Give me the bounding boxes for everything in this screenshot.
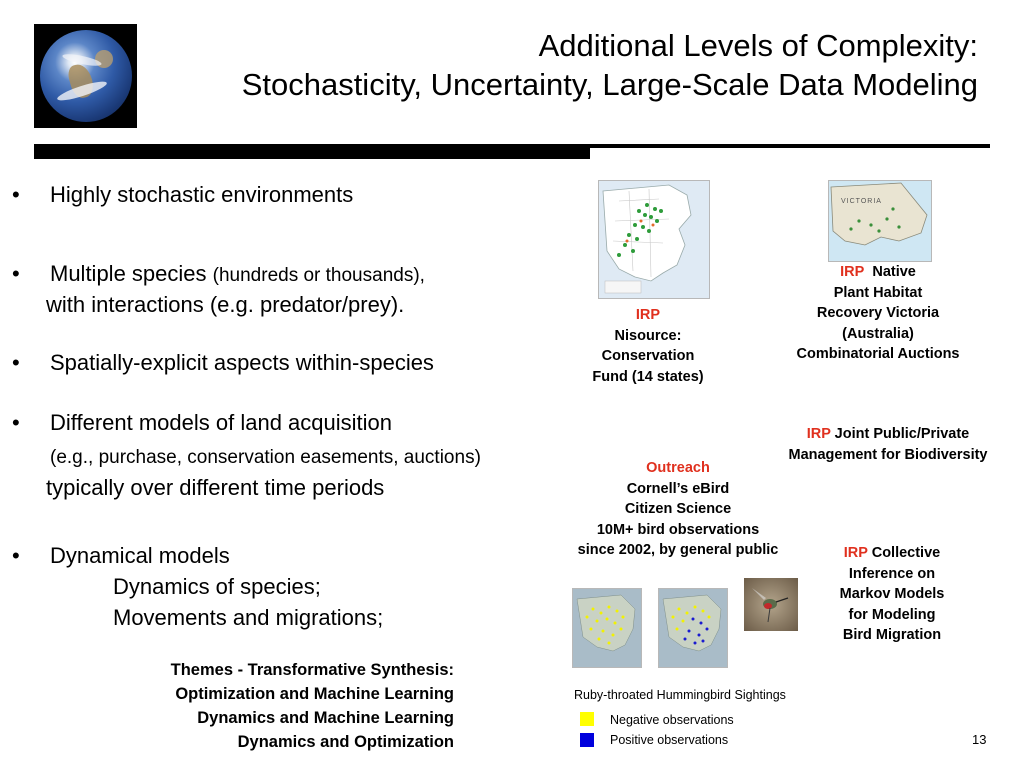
caption-text: Collective — [867, 545, 941, 561]
caption-text: Joint Public/Private — [830, 426, 970, 442]
bullet-text-small: (hundreds or thousands), — [212, 265, 425, 286]
bullet-text: Highly stochastic environments — [50, 182, 354, 207]
caption-line: since 2002, by general public — [577, 542, 779, 558]
themes-block — [80, 658, 454, 754]
migration-map-negative — [572, 588, 642, 668]
caption-line — [806, 543, 978, 564]
irp-tag: IRP — [843, 545, 868, 561]
irp-tag: IRP — [840, 264, 865, 280]
bullet-dot: • — [12, 182, 20, 207]
migration-map-graphic — [573, 589, 641, 667]
bullet-dynamical-models — [10, 542, 230, 570]
caption-line: Markov Models — [839, 586, 945, 602]
globe-image — [40, 30, 132, 122]
irp-tag: IRP — [635, 307, 661, 323]
caption-line: Conservation — [601, 348, 695, 364]
caption-line: (Australia) — [842, 325, 914, 342]
caption-line: Fund (14 states) — [592, 368, 704, 385]
bullet-text: Multiple species — [50, 261, 213, 286]
us-conservation-map — [598, 180, 710, 299]
irp-tag: IRP — [806, 426, 831, 442]
legend-swatch-negative — [580, 712, 594, 726]
bullet-continuation: with interactions (e.g. predator/prey). — [46, 292, 405, 317]
caption-line — [778, 262, 978, 283]
caption-line: Bird Migration — [842, 627, 942, 643]
slide-title — [242, 26, 978, 104]
bullet-dot: • — [12, 261, 20, 286]
bullet-dot: • — [12, 543, 20, 568]
bullet-continuation: Movements and migrations; — [113, 605, 384, 630]
legend-label-negative: Negative observations — [610, 713, 734, 727]
bullet-continuation: (e.g., purchase, conservation easements, auctions) — [50, 447, 481, 468]
victoria-map — [828, 180, 932, 262]
caption-line: Nisource: — [614, 327, 682, 344]
earth-logo — [34, 24, 137, 128]
migration-map-graphic — [659, 589, 727, 667]
caption-line — [766, 424, 1010, 445]
bullet-land-acquisition — [10, 409, 392, 437]
page-number: 13 — [972, 732, 987, 747]
bullet-text: Spatially-explicit aspects within-species — [50, 350, 434, 375]
themes-item: Dynamics and Optimization — [237, 733, 454, 751]
joint-management-caption — [766, 424, 1010, 465]
victoria-map-graphic — [829, 181, 931, 261]
bullet-text: Dynamical models — [50, 543, 230, 568]
themes-item: Dynamics and Machine Learning — [197, 709, 454, 727]
nisource-caption — [568, 305, 728, 387]
migration-map-positive — [658, 588, 728, 668]
bullet-continuation: Dynamics of species; — [113, 574, 321, 599]
victoria-caption — [778, 262, 978, 365]
title-divider-thick — [34, 148, 590, 159]
caption-line: for Modeling — [848, 606, 936, 623]
caption-line: Inference on — [848, 565, 936, 582]
caption-line: Plant Habitat — [833, 284, 923, 301]
bullet-stochastic — [10, 181, 353, 209]
caption-line: Citizen Science — [624, 501, 732, 517]
themes-item: Optimization and Machine Learning — [175, 685, 454, 703]
bullet-dot: • — [12, 410, 20, 435]
bullet-spatial — [10, 349, 434, 377]
hummingbird-graphic — [744, 578, 798, 631]
bullet-dot: • — [12, 350, 20, 375]
caption-line: Cornell’s eBird — [626, 480, 730, 497]
themes-heading: Themes - Transformative Synthesis: — [170, 661, 454, 679]
title-line-1: Additional Levels of Complexity: — [538, 28, 978, 63]
caption-line: 10M+ bird observations — [596, 521, 760, 538]
legend-title: Ruby-throated Hummingbird Sightings — [574, 688, 786, 702]
us-map-graphic — [599, 181, 709, 298]
inference-caption — [806, 543, 978, 646]
bullet-multiple-species — [10, 260, 425, 290]
caption-line: Recovery Victoria — [816, 305, 940, 321]
outreach-caption — [558, 458, 798, 561]
legend-swatch-positive — [580, 733, 594, 747]
caption-line: Management for Biodiversity — [788, 446, 988, 463]
victoria-map-label: VICTORIA — [841, 198, 882, 205]
caption-text: Native — [872, 264, 916, 280]
bullet-text: Different models of land acquisition — [50, 410, 393, 435]
hummingbird-photo — [744, 578, 798, 631]
caption-line: Combinatorial Auctions — [796, 346, 960, 362]
outreach-tag: Outreach — [646, 460, 710, 476]
legend-label-positive: Positive observations — [610, 733, 729, 747]
title-line-2: Stochasticity, Uncertainty, Large-Scale Data Modeling — [241, 67, 978, 102]
bullet-continuation: typically over different time periods — [46, 475, 385, 500]
